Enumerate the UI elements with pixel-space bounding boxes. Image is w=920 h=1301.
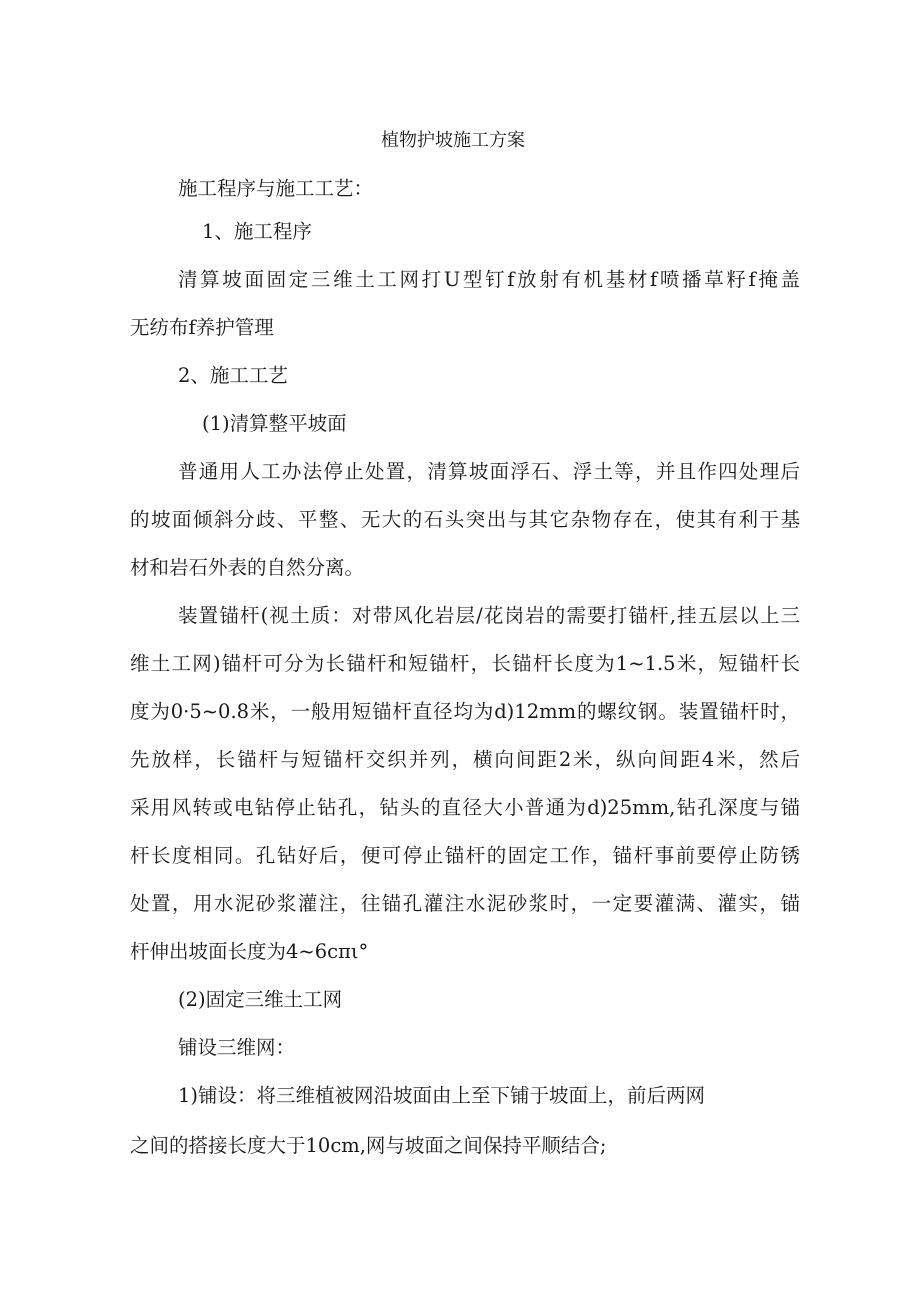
paragraph-line: 之间的搭接长度大于10cm,网与坡面之间保持平顺结合; <box>130 1134 607 1157</box>
subsection-heading: 2、施工工艺 <box>178 364 288 387</box>
paragraph-line: 杆伸出坡面长度为4~6cπι° <box>130 940 369 963</box>
paragraph-line: 1)铺设：将三维植被网沿坡面由上至下铺于坡面上，前后两网 <box>178 1084 706 1107</box>
page-title: 植物护坡施工方案 <box>381 130 525 151</box>
subsection-heading: (1)清算整平坡面 <box>202 412 347 435</box>
paragraph-line: 铺设三维网： <box>178 1036 296 1059</box>
subsection-heading: (2)固定三维土工网 <box>178 988 343 1011</box>
paragraph-line: 装置锚杆(视土质：对带风化岩层/花岗岩的需要打锚杆,挂五层以上三 <box>178 604 800 627</box>
paragraph-line: 清算坡面固定三维土工网打U型钉f放射有机基材f喷播草籽f掩盖 <box>178 268 800 291</box>
section-heading: 施工程序与施工工艺： <box>178 177 374 200</box>
paragraph-line: 材和岩石外表的自然分离。 <box>130 556 365 579</box>
paragraph-line: 先放样，长锚杆与短锚杆交织并列，横向间距2米，纵向间距4米，然后 <box>130 748 800 771</box>
paragraph-line: 采用风转或电钻停止钻孔，钻头的直径大小普通为d)25mm,钻孔深度与锚 <box>130 796 800 819</box>
paragraph-line: 度为0·5~0.8米，一般用短锚杆直径均为d)12mm的螺纹钢。装置锚杆时， <box>130 700 800 723</box>
paragraph-line: 维土工网)锚杆可分为长锚杆和短锚杆，长锚杆长度为1~1.5米，短锚杆长 <box>130 652 800 675</box>
paragraph-line: 普通用人工办法停止处置，清算坡面浮石、浮土等，并且作四处理后 <box>178 460 800 483</box>
paragraph-line: 处置，用水泥砂浆灌注，往锚孔灌注水泥砂浆时，一定要灌满、灌实，锚 <box>130 892 800 915</box>
paragraph-line: 的坡面倾斜分歧、平整、无大的石头突出与其它杂物存在，使其有利于基 <box>130 508 800 531</box>
paragraph-line: 无纺布f养护管理 <box>130 316 274 339</box>
paragraph-line: 杆长度相同。孔钻好后，便可停止锚杆的固定工作，锚杆事前要停止防锈 <box>130 844 800 867</box>
subsection-heading: 1、施工程序 <box>202 220 312 243</box>
